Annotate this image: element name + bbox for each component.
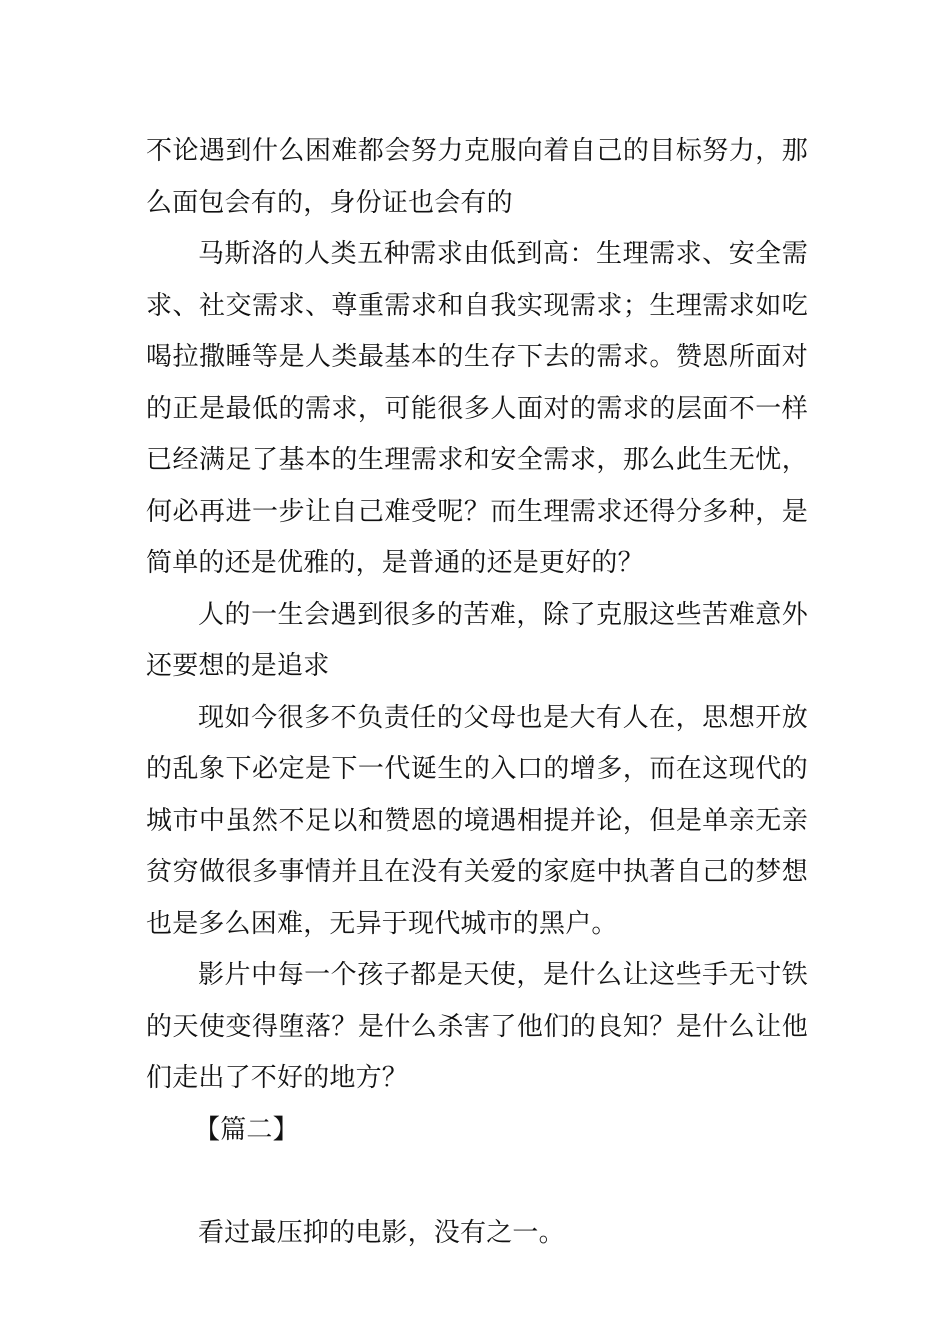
article-body bbox=[146, 126, 808, 1259]
paragraph-6: 看过最压抑的电影，没有之一。 bbox=[198, 1217, 565, 1248]
paragraph-4: 现如今很多不负责任的父母也是大有人在，思想开放的乱象下必定是下一代诞生的入口的增多，而在这现代的城市中虽然不足以和赞恩的境遇相提并论，但是单亲无亲贫穷做很多事情并且在没有关爱的家庭中执著自己的梦想也是多么困难，无异于现代城市的黑户。 bbox=[146, 702, 808, 939]
paragraph-3: 人的一生会遇到很多的苦难，除了克服这些苦难意外还要想的是追求 bbox=[146, 599, 808, 681]
section-heading: 【篇二】 bbox=[194, 1114, 299, 1145]
paragraph-5: 影片中每一个孩子都是天使，是什么让这些手无寸铁的天使变得堕落？是什么杀害了他们的良知？是什么让他们走出了不好的地方？ bbox=[146, 960, 808, 1093]
paragraph-1: 不论遇到什么困难都会努力克服向着自己的目标努力，那么面包会有的，身份证也会有的 bbox=[146, 136, 808, 218]
section-spacer bbox=[146, 1156, 808, 1208]
paragraph-2: 马斯洛的人类五种需求由低到高：生理需求、安全需求、社交需求、尊重需求和自我实现需求；生理需求如吃喝拉撒睡等是人类最基本的生存下去的需求。赞恩所面对的正是最低的需求，可能很多人面对的需求的层面不一样已经满足了基本的生理需求和安全需求，那么此生无忧，何必再进一步让自己难受呢？而生理需求还得分多种，是简单的还是优雅的，是普通的还是更好的？ bbox=[146, 239, 808, 578]
